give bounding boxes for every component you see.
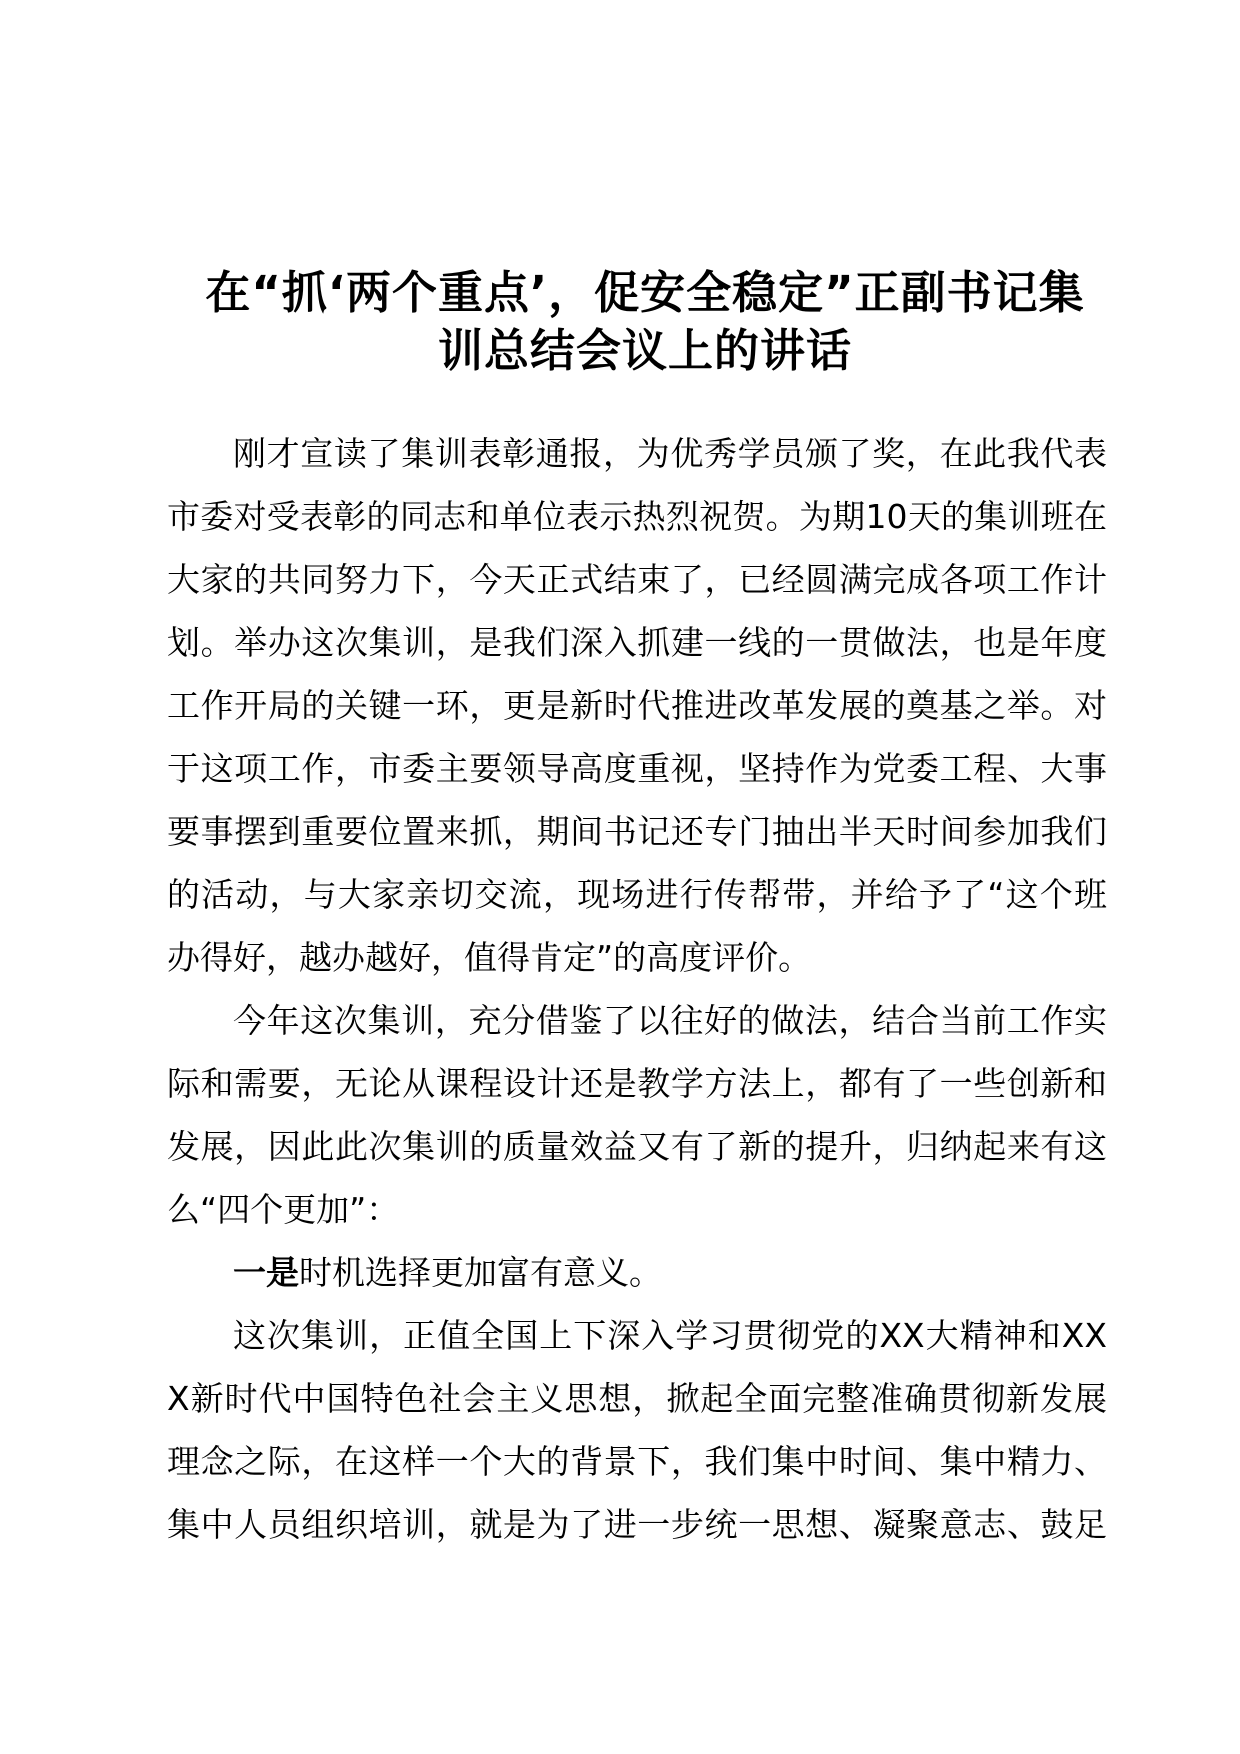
document-title — [160, 264, 1130, 380]
body-line: 刚才宣读了集训表彰通报，为优秀学员颁了奖，在此我代表 — [233, 434, 1107, 473]
body-line: 理念之际，在这样一个大的背景下，我们集中时间、集中精力、 — [167, 1442, 1107, 1481]
body-line: 这次集训，正值全国上下深入学习贯彻党的XX大精神和XX — [233, 1316, 1107, 1355]
body-line: 要事摆到重要位置来抓，期间书记还专门抽出半天时间参加我们 — [167, 812, 1107, 851]
body-line: 办得好，越办越好，值得肯定”的高度评价。 — [167, 938, 812, 977]
body-line: 么“四个更加”： — [167, 1190, 400, 1229]
title-line-1: 在“抓‘两个重点’，促安全稳定”正副书记集 — [205, 266, 1085, 319]
body-line: 工作开局的关键一环，更是新时代推进改革发展的奠基之举。对 — [167, 686, 1107, 725]
section-heading-text: 时机选择更加富有意义。 — [299, 1253, 662, 1292]
title-line-2: 训总结会议上的讲话 — [437, 324, 852, 377]
body-line: 今年这次集训，充分借鉴了以往好的做法，结合当前工作实 — [233, 1001, 1107, 1040]
body-line: 于这项工作，市委主要领导高度重视，坚持作为党委工程、大事 — [167, 749, 1107, 788]
section-heading — [167, 1241, 1107, 1304]
body-line: 划。举办这次集训，是我们深入抓建一线的一贯做法，也是年度 — [167, 623, 1107, 662]
body-line: X新时代中国特色社会主义思想，掀起全面完整准确贯彻新发展 — [167, 1379, 1107, 1418]
section-heading-marker: 一是 — [233, 1253, 299, 1292]
body-line: 市委对受表彰的同志和单位表示热烈祝贺。为期10天的集训班在 — [167, 497, 1107, 536]
body-line: 大家的共同努力下，今天正式结束了，已经圆满完成各项工作计 — [167, 560, 1107, 599]
body-line: 际和需要，无论从课程设计还是教学方法上，都有了一些创新和 — [167, 1064, 1107, 1103]
body-line: 的活动，与大家亲切交流，现场进行传帮带，并给予了“这个班 — [167, 875, 1107, 914]
body-line: 集中人员组织培训，就是为了进一步统一思想、凝聚意志、鼓足 — [167, 1505, 1107, 1544]
body-line: 发展，因此此次集训的质量效益又有了新的提升，归纳起来有这 — [167, 1127, 1107, 1166]
document-body — [167, 422, 1107, 1556]
